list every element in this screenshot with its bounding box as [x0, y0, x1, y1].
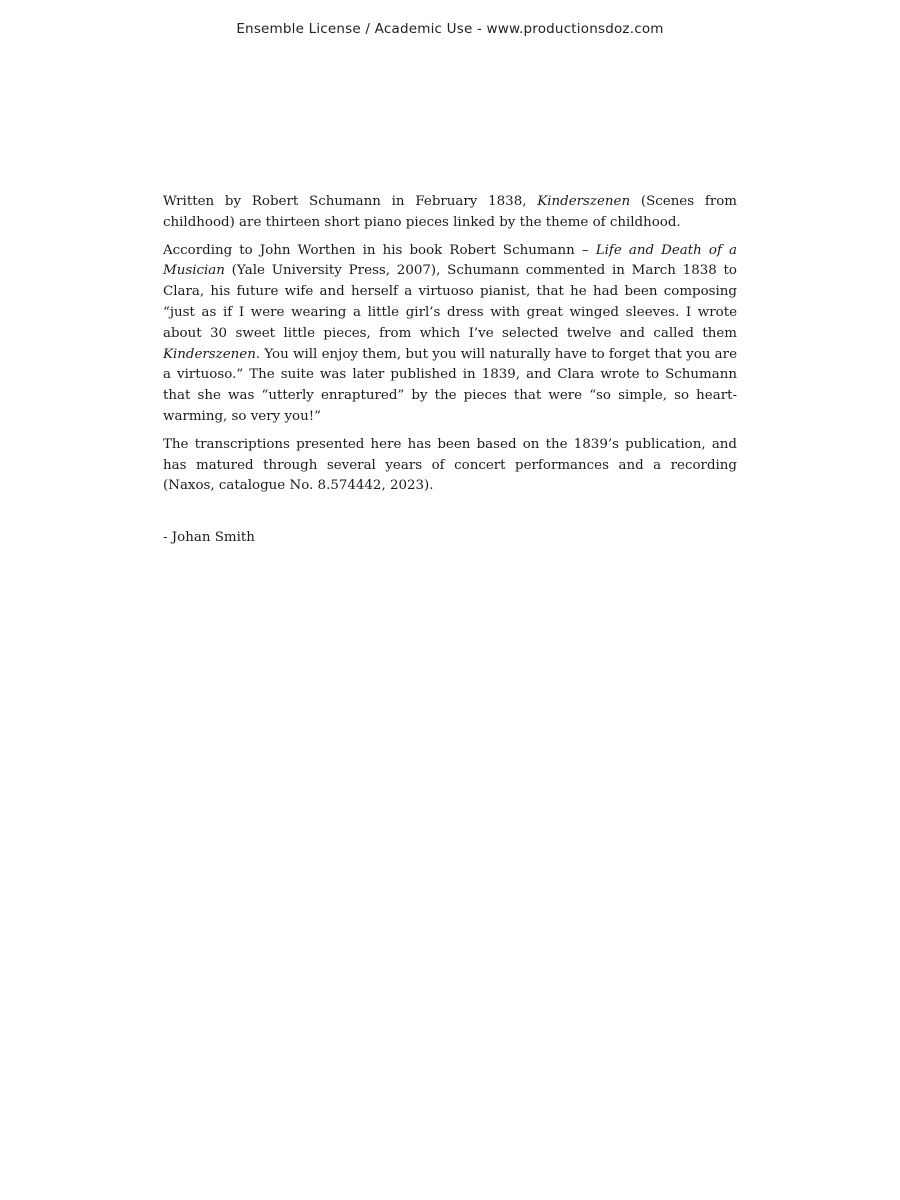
paragraph-quote-text-e: . You will enjoy them, but you will naturally have to forget that you are a virtuoso.” The suite was later published in 1839, and Clara wrote to Schumann that she was “utterly enraptured” by the pieces that were “so simple, so heart-warming, so very you!” — [163, 346, 737, 424]
paragraph-transcriptions: The transcriptions presented here has been based on the 1839’s publication, and has matured through several years of concert performances and a recording (Naxos, catalogue No. 8.574442, 2023). — [163, 436, 737, 494]
paragraph-quote-text-c: (Yale University Press, 2007), Schumann commented in March 1838 to Clara, his future wife and herself a virtuoso pianist, that he had been composing “just as if I were wearing a little girl’s dress with great winged sleeves. I wrote about 30 sweet little pieces, from which I’ve selected twelve and called them — [163, 263, 737, 341]
book-title-italic: Life and Death of a Musician — [163, 242, 737, 279]
paragraph-intro-text-a: Written by Robert Schumann in February 1838, — [163, 194, 538, 209]
paragraph-intro-text-c: (Scenes from childhood) are thirteen short piano pieces linked by the theme of childhood. — [163, 194, 737, 230]
paragraph-worthen-quote — [163, 241, 737, 428]
paragraph-quote-text-a: According to John Worthen in his book Robert Schumann – — [163, 242, 596, 258]
work-title-italic: Kinderszenen — [537, 194, 631, 209]
document-body — [163, 192, 737, 556]
signature: - Johan Smith — [163, 530, 255, 546]
paragraph-intro — [163, 192, 737, 234]
work-title-italic-2: Kinderszenen — [163, 346, 256, 362]
license-header: Ensemble License / Academic Use - www.productionsdoz.com — [236, 21, 664, 37]
